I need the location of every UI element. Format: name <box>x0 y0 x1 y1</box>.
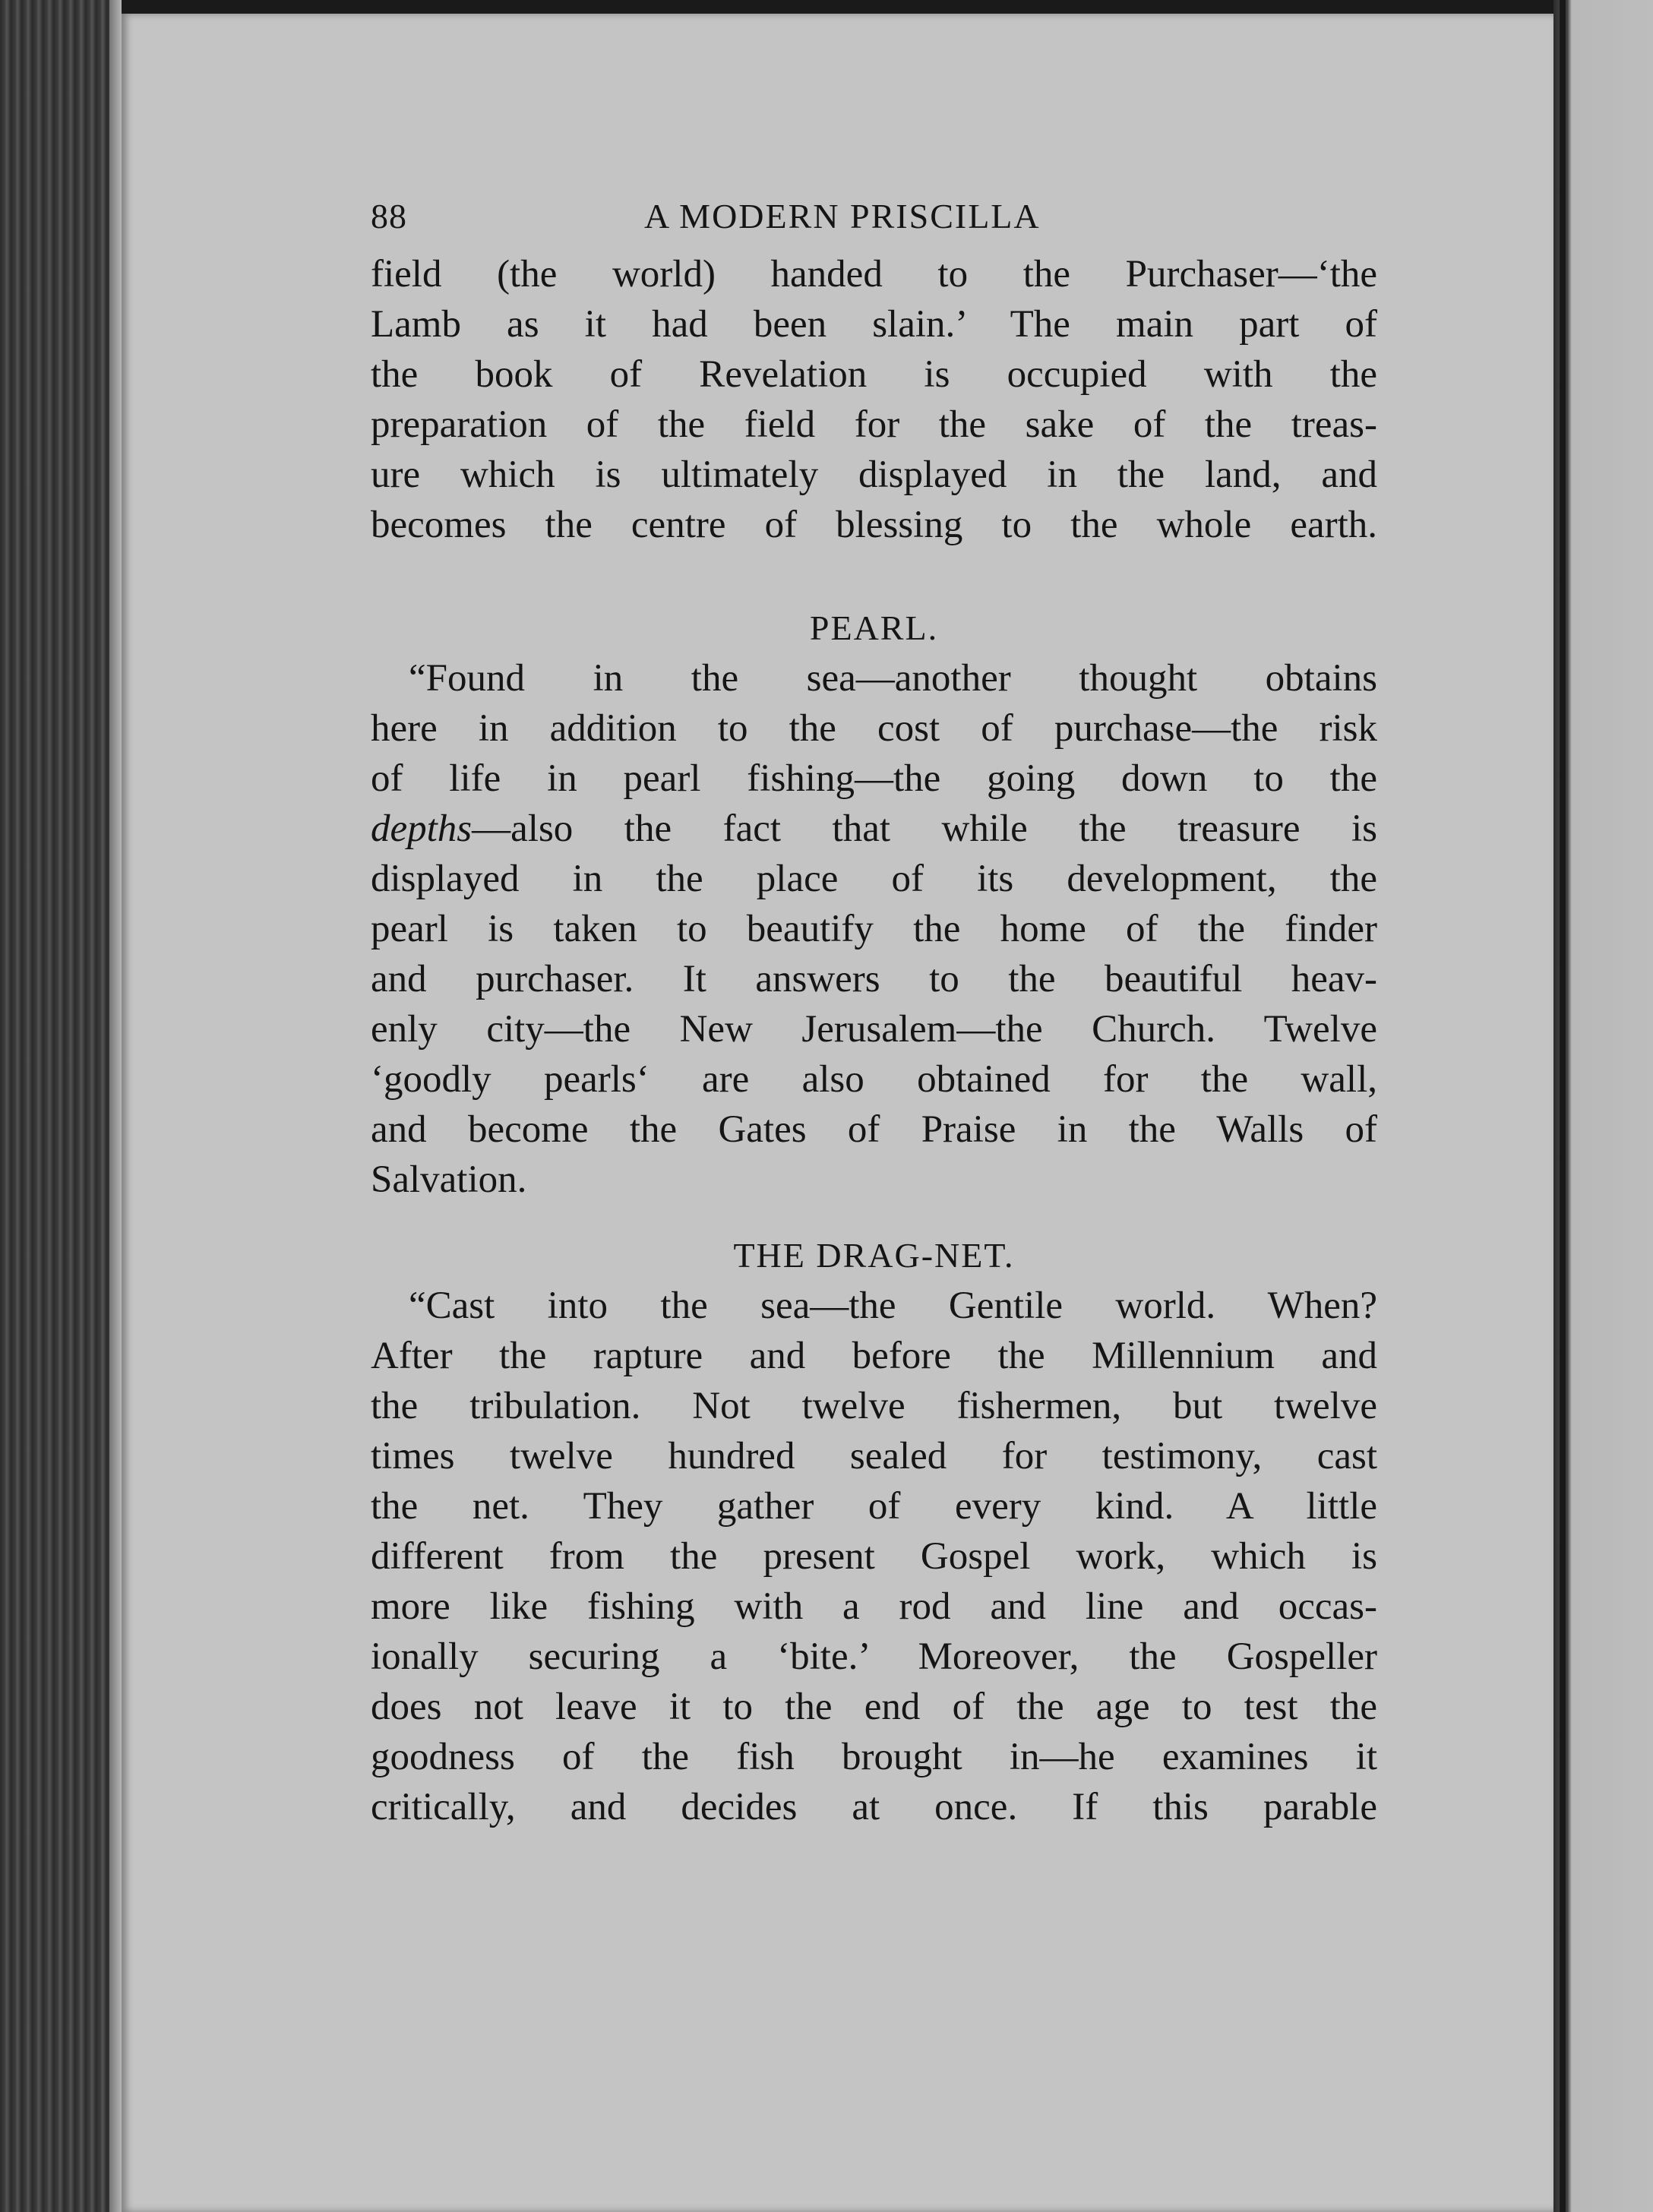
text-line: Salvation. <box>371 1158 527 1201</box>
text-line <box>371 804 1377 854</box>
text-line: does not leave it to the end of the age to test the <box>371 1686 1377 1728</box>
running-head <box>371 196 1377 249</box>
paragraph-3 <box>371 1281 1377 1832</box>
running-title: A MODERN PRISCILLA <box>644 197 1041 235</box>
left-page-edges <box>0 0 122 2212</box>
text-line: After the rapture and before the Millennium and <box>371 1335 1377 1377</box>
text-line: and become the Gates of Praise in the Walls of <box>371 1108 1377 1151</box>
text-line: different from the present Gospel work, which is <box>371 1535 1377 1578</box>
text-line: and purchaser. It answers to the beautiful heav- <box>371 958 1377 1000</box>
text-line: “Cast into the sea—the Gentile world. When? <box>409 1285 1377 1327</box>
page-number: 88 <box>371 197 407 235</box>
section-heading-pearl: PEARL. <box>809 608 939 647</box>
text-line: displayed in the place of its development, the <box>371 858 1377 900</box>
text-line: enly city—the New Jerusalem—the Church. Twelve <box>371 1008 1377 1051</box>
text-line: ure which is ultimately displayed in the land, and <box>371 453 1377 496</box>
text-line: Lamb as it had been slain.’ The main part of <box>371 303 1377 346</box>
text-line: times twelve hundred sealed for testimony, cast <box>371 1435 1377 1477</box>
text-line: more like fishing with a rod and line and occas- <box>371 1585 1377 1628</box>
italic-word: depths <box>371 807 473 850</box>
text-line: the net. They gather of every kind. A little <box>371 1485 1377 1528</box>
text-line: ‘goodly pearls‘ are also obtained for the wall, <box>371 1058 1377 1101</box>
text-line: the book of Revelation is occupied with the <box>371 353 1377 396</box>
text-line: preparation of the field for the sake of the treas- <box>371 403 1377 446</box>
text-line: here in addition to the cost of purchase—the risk <box>371 707 1377 750</box>
paragraph-1 <box>371 249 1377 550</box>
text-line-rest: —also the fact that while the treasure is <box>472 807 1377 850</box>
text-line: “Found in the sea—another thought obtains <box>409 657 1377 700</box>
text-line: the tribulation. Not twelve fishermen, but twelve <box>371 1385 1377 1427</box>
text-line: ionally securing a ‘bite.’ Moreover, the Gospeller <box>371 1635 1377 1678</box>
section-heading-drag-net: THE DRAG-NET. <box>733 1236 1015 1275</box>
book-gutter <box>1553 0 1653 2212</box>
page-text <box>371 196 1377 1832</box>
text-line: critically, and decides at once. If this parable <box>371 1786 1377 1828</box>
paragraph-2 <box>371 653 1377 1205</box>
text-line: pearl is taken to beautify the home of the finder <box>371 908 1377 950</box>
text-line: goodness of the fish brought in—he examines it <box>371 1736 1377 1778</box>
text-line: becomes the centre of blessing to the whole earth. <box>371 504 1377 546</box>
text-line: of life in pearl fishing—the going down to the <box>371 757 1377 800</box>
text-line: field (the world) handed to the Purchaser—‘the <box>371 253 1377 295</box>
